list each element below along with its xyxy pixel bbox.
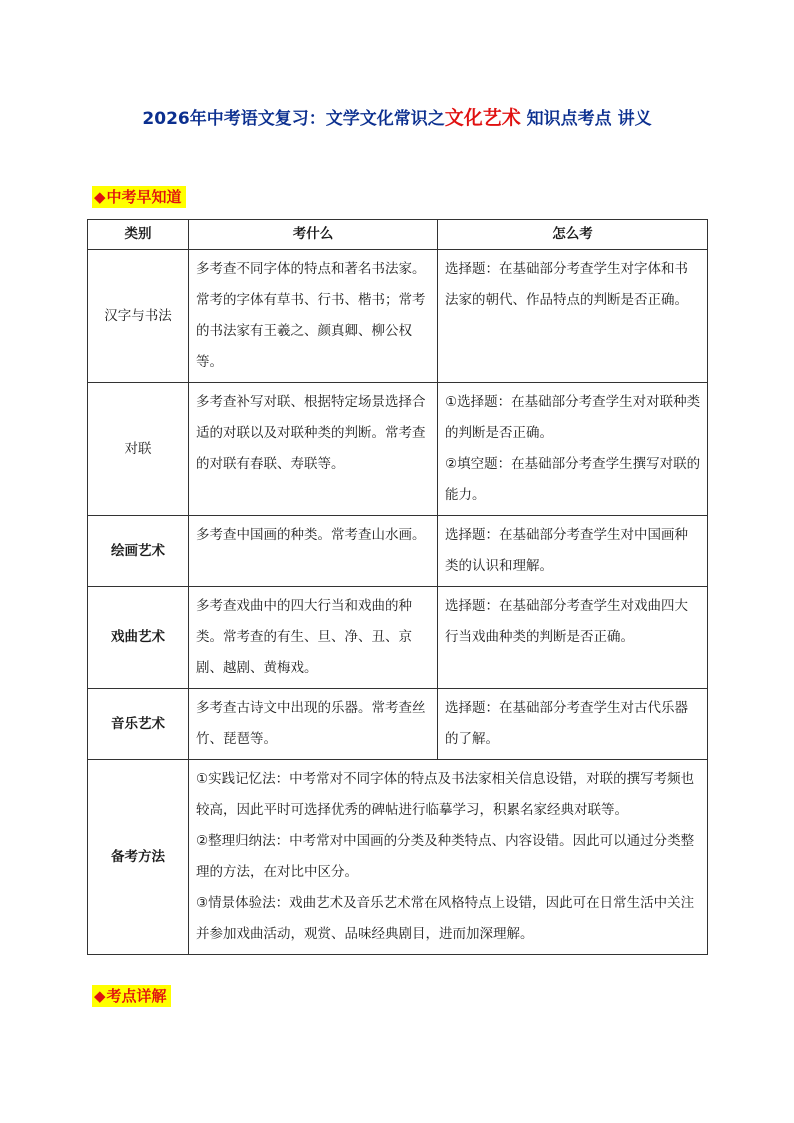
row-how — [438, 587, 708, 689]
exam-overview-table — [87, 219, 708, 955]
page-title — [0, 103, 794, 130]
diamond-icon: ◆ — [94, 188, 106, 206]
row-what: 多考查中国画的种类。常考查山水画。 — [189, 516, 438, 587]
prep-item: ①实践记忆法：中考常对不同字体的特点及书法家相关信息设错，对联的撰写考频也较高，因此平时可选择优秀的碑帖进行临摹学习，积累名家经典对联等。 — [196, 771, 695, 818]
table-header-row — [88, 220, 708, 250]
row-what: 多考查古诗文中出现的乐器。常考查丝竹、琵琶等。 — [189, 689, 438, 760]
title-highlight: 文化艺术 — [444, 107, 521, 129]
row-category: 戏曲艺术 — [88, 587, 189, 689]
row-how-item: ①选择题：在基础部分考查学生对对联种类的判断是否正确。 — [445, 394, 701, 441]
table-header-category: 类别 — [88, 220, 189, 250]
section-tag-overview-label: 中考早知道 — [106, 188, 182, 206]
row-how — [438, 250, 708, 383]
row-how — [438, 383, 708, 516]
row-how-item: 选择题：在基础部分考查学生对字体和书法家的朝代、作品特点的判断是否正确。 — [445, 261, 688, 308]
section-tag-overview — [92, 186, 186, 208]
row-category: 绘画艺术 — [88, 516, 189, 587]
row-how-item: 选择题：在基础部分考查学生对戏曲四大行当戏曲种类的判断是否正确。 — [445, 598, 688, 645]
row-what: 多考查不同字体的特点和著名书法家。常考的字体有草书、行书、楷书；常考的书法家有王羲之、颜真卿、柳公权等。 — [189, 250, 438, 383]
row-what: 多考查补写对联、根据特定场景选择合适的对联以及对联种类的判断。常考查的对联有春联、寿联等。 — [189, 383, 438, 516]
row-category: 汉字与书法 — [88, 250, 189, 383]
table-header-how: 怎么考 — [438, 220, 708, 250]
prep-methods — [189, 760, 708, 955]
row-category: 音乐艺术 — [88, 689, 189, 760]
diamond-icon: ◆ — [94, 987, 106, 1005]
row-how-item: 选择题：在基础部分考查学生对中国画种类的认识和理解。 — [445, 527, 688, 574]
title-suffix: 知识点考点 讲义 — [520, 109, 652, 129]
row-what: 多考查戏曲中的四大行当和戏曲的种类。常考查的有生、旦、净、丑、京剧、越剧、黄梅戏。 — [189, 587, 438, 689]
row-category: 对联 — [88, 383, 189, 516]
table-row — [88, 383, 708, 516]
prep-item: ②整理归纳法：中考常对中国画的分类及种类特点、内容设错。因此可以通过分类整理的方法，在对比中区分。 — [196, 833, 695, 880]
table-row-prep — [88, 760, 708, 955]
table-row — [88, 250, 708, 383]
row-how — [438, 516, 708, 587]
section-tag-detail-label: 考点详解 — [106, 987, 167, 1005]
table-row — [88, 587, 708, 689]
table-header-what: 考什么 — [189, 220, 438, 250]
table-row — [88, 516, 708, 587]
row-how-item: 选择题：在基础部分考查学生对古代乐器的了解。 — [445, 700, 688, 747]
prep-category: 备考方法 — [88, 760, 189, 955]
row-how — [438, 689, 708, 760]
title-prefix: 2026年中考语文复习：文学文化常识之 — [142, 109, 445, 129]
prep-item: ③情景体验法：戏曲艺术及音乐艺术常在风格特点上设错，因此可在日常生活中关注并参加戏曲活动，观赏、品味经典剧目，进而加深理解。 — [196, 895, 695, 942]
table-row — [88, 689, 708, 760]
row-how-item: ②填空题：在基础部分考查学生撰写对联的能力。 — [445, 456, 701, 503]
section-tag-detail — [92, 985, 171, 1007]
